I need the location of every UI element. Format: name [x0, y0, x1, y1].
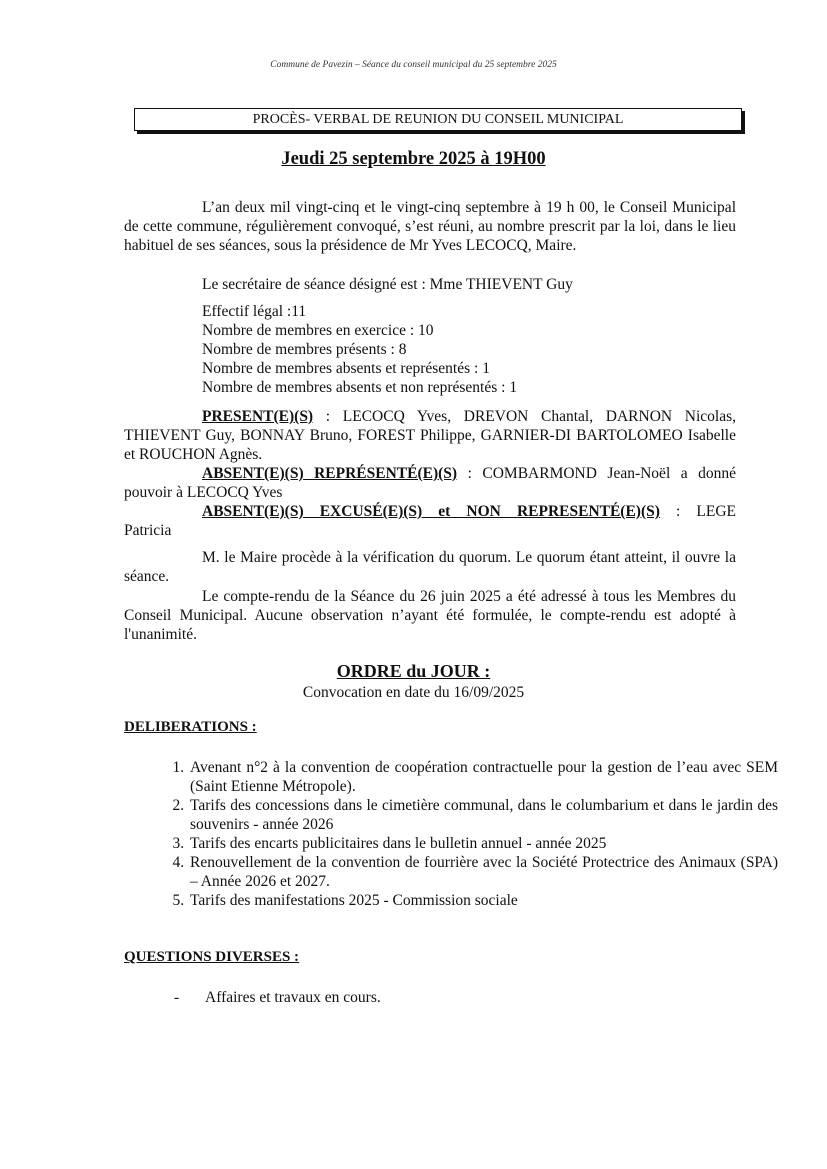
deliberations-list: [150, 758, 778, 910]
intro-paragraph: [124, 198, 736, 255]
present-label: PRESENT(E)(S): [202, 408, 314, 425]
absent-represented-label: ABSENT(E)(S) REPRÉSENTÉ(E)(S): [202, 465, 458, 482]
meeting-date: Jeudi 25 septembre 2025 à 19H00: [281, 149, 546, 169]
list-item: 4. Renouvellement de la convention de fourrière avec la Société Protectrice des Animaux (SPA) – Année 2026 et 2027.: [188, 853, 778, 891]
count-line: Effectif légal :11: [202, 303, 307, 320]
present-members: [124, 407, 736, 464]
count-line: Nombre de membres absents et non représentés : 1: [202, 379, 518, 396]
quorum-text: M. le Maire procède à la vérification du quorum. Le quorum étant atteint, il ouvre la séance.: [124, 549, 736, 585]
minutes-text: Le compte-rendu de la Séance du 26 juin 2025 a été adressé à tous les Membres du Conseil Municipal. Aucune observation n’ayant été formulée, le compte-rendu est adopté à l'unanimité.: [124, 588, 736, 643]
list-item: 3. Tarifs des encarts publicitaires dans le bulletin annuel - année 2025: [188, 834, 778, 853]
absent-excused: [124, 502, 736, 540]
deliberations-title: DELIBERATIONS :: [124, 719, 257, 735]
count-line: Nombre de membres en exercice : 10: [202, 322, 434, 339]
list-item: 2. Tarifs des concessions dans le cimetière communal, dans le columbarium et dans le jardin des souvenirs - année 2026: [188, 796, 778, 834]
secretary-line: Le secrétaire de séance désigné est : Mme THIEVENT Guy: [202, 276, 573, 293]
list-item: 1. Avenant n°2 à la convention de coopération contractuelle pour la gestion de l’eau avec SEM (Saint Etienne Métropole).: [188, 758, 778, 796]
quorum-paragraph: [124, 548, 736, 586]
bullet-dash: -: [174, 989, 180, 1006]
list-item: Affaires et travaux en cours.: [205, 989, 381, 1006]
count-line: Nombre de membres absents et représentés : 1: [202, 360, 490, 377]
absent-excused-text: : LEGE Patricia: [124, 503, 737, 539]
present-list: : LECOCQ Yves, DREVON Chantal, DARNON Nicolas, THIEVENT Guy, BONNAY Bruno, FOREST Philippe, GARNIER-DI BARTOLOMEO Isabelle et ROUCHON Agnès.: [124, 408, 736, 463]
absent-represented: [124, 464, 736, 502]
document-title: PROCÈS- VERBAL DE REUNION DU CONSEIL MUNICIPAL: [134, 108, 742, 131]
list-item: 5. Tarifs des manifestations 2025 - Commission sociale: [188, 891, 778, 910]
questions-title: QUESTIONS DIVERSES :: [124, 949, 300, 965]
absent-excused-label: ABSENT(E)(S) EXCUSÉ(E)(S) et NON REPRESENTÉ(E)(S): [202, 503, 660, 520]
agenda-title: ORDRE du JOUR :: [336, 661, 491, 681]
agenda-convocation: Convocation en date du 16/09/2025: [302, 684, 525, 701]
count-line: Nombre de membres présents : 8: [202, 341, 407, 358]
intro-text: L’an deux mil vingt-cinq et le vingt-cinq septembre à 19 h 00, le Conseil Municipal de cette commune, régulièrement convoqué, s’est réuni, au nombre prescrit par la loi, dans le lieu habituel de ses séances, sous la présidence de Mr Yves LECOCQ, Maire.: [124, 199, 736, 254]
page-header: Commune de Pavezin – Séance du conseil municipal du 25 septembre 2025: [270, 60, 557, 70]
minutes-paragraph: [124, 587, 736, 644]
absent-represented-text: : COMBARMOND Jean-Noël a donné pouvoir à LECOCQ Yves: [124, 465, 736, 501]
